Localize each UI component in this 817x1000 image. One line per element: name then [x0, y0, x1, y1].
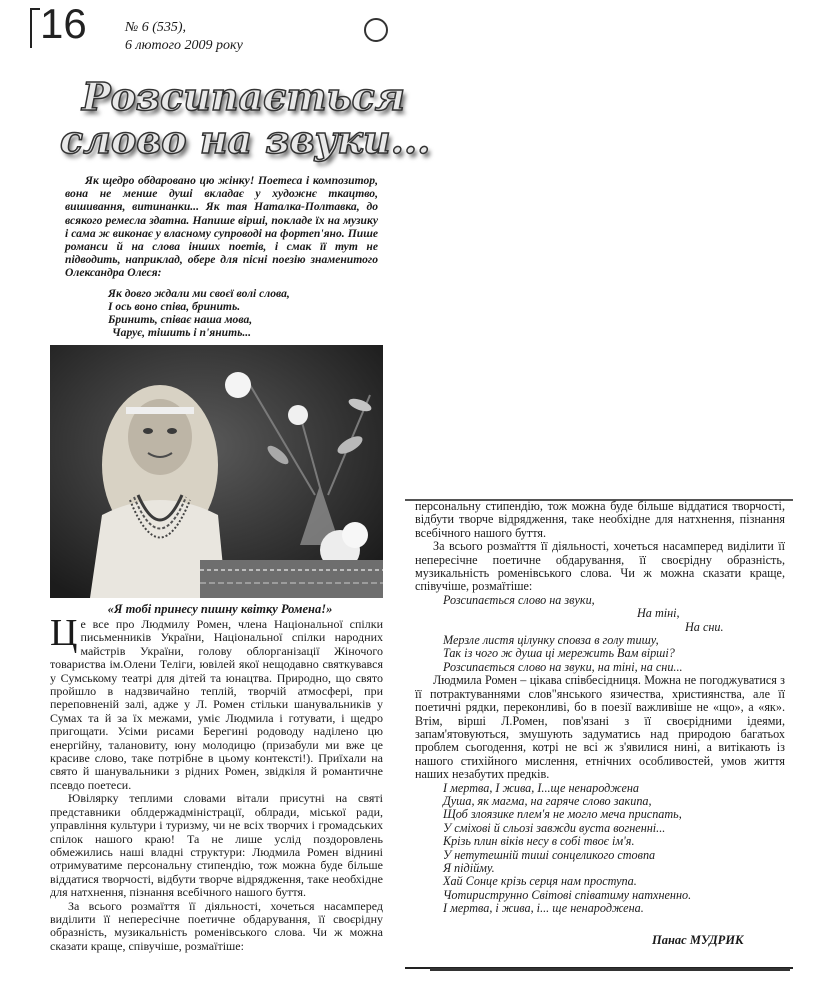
verse-line: Душа, як магма, на гаряче слово закипа,: [443, 793, 652, 808]
article-left-column: [50, 618, 383, 998]
page-number: 16: [40, 0, 87, 47]
intro-poem-line: І ось воно співа, бринить.: [108, 300, 241, 313]
intro-poem-line: Як довго ждали ми своєї волі слова,: [108, 287, 290, 300]
verse-line: У сміхові й сльозі завжди вуста вогненні...: [443, 820, 666, 835]
paragraph-text: е все про Людмилу Ромен, члена Національної спілки письменників України, Національної спілки народних майстрів України, голову облорганізації Жіночого товариства ім.Олени Теліги, ювілей якої нещодавно святкувався у Сумському театрі для дітей та юнацтва. Природно, що свято пройшло в надзвичайно теплій, творчій атмосфері, при переповненій залі, адже у Л. Ромен стільки шанувальників у Сумах та й за їх межами, уміє Людмила і готувати, і щедро пригощати. Усіми рисами Берегині родоводу наділено цю енергійну, талановиту, юну молодицю (призабули ми вже це красиве слово, таке потрібне в цьому контексті!). Приїхали на свято й шанувальники з рідних Ромен, звідкіля й романтичне псевдо поетеси.: [50, 618, 383, 792]
article-paragraph: Людмила Ромен – цікава співбесідниця. Можна не погоджуватися з її потрактуваннями слов"янського язичества, християнства, але її поетичні рядки, переконливі, бо в поезії важливіше не «що», а «як». Втім, вірші Л.Ромен, пов'язані з її своєрідними ідеями, запам'ятовуються, змушують задуматись над природою багатьох проблем сьогодення, котрі не всі ж з'явилися нині, а витікають із нашого стихійного мислення, етнічних особливостей, умов життя наших незабутих предків.: [415, 673, 785, 782]
article-paragraph: персональну стипендію, тож можна буде більше віддатися творчості, відбути творче відрядження, таке необхідне для натхнення, пізнання всебічного нашого буття.: [415, 499, 785, 540]
verse-line: І мертва, і жива, і... ще ненароджена.: [443, 901, 644, 916]
article-paragraph: За всього розмаїття її діяльності, хочеться насамперед виділити її непересічне поетичне обдарування, її своєрідну образність, музикальність роменівського слова. Чи ж можна сказати краще, співучіше, розмаїтіше:: [50, 898, 383, 953]
circle-icon: [364, 18, 388, 42]
verse-line: На сни.: [685, 619, 724, 634]
portrait-photo-image: [50, 345, 383, 598]
headline-line-1: Розсипається: [82, 74, 405, 119]
verse-line: Крізь плин віків несу в собі твоє ім'я.: [443, 834, 635, 849]
verse-line: На тіні,: [637, 606, 680, 621]
intro-poem-line: Чарує, тішить і п'янить...: [112, 326, 252, 339]
verse-line: Розсипається слово на звуки, на тіні, на сни...: [443, 659, 683, 674]
verse-line: Щоб злоязике плем'я не могло меча приспать,: [443, 807, 682, 822]
verse-line: Хай Сонце крізь серця нам проступа.: [443, 874, 637, 889]
author-signature: Панас МУДРИК: [652, 933, 744, 947]
verse-line: Чотириструнно Світові співатиму натхненно.: [443, 887, 692, 902]
article-right-column: [415, 500, 785, 916]
verse-line: Мерзле листя цілунку сповза в голу тишу,: [443, 633, 659, 648]
intro-poem-line: Бринить, співає наша мова,: [108, 313, 253, 326]
article-paragraph: За всього розмаїття її діяльності, хочеться насамперед виділити її непересічне поетичне обдарування, її своєрідну образність, музикальність роменівського слова. Чи ж можна сказати краще, співучіше, розмаїтіше:: [415, 539, 785, 594]
verse-line: Розсипається слово на звуки,: [443, 592, 595, 607]
verse-line: І мертва, І жива, І...ще ненароджена: [443, 780, 640, 795]
issue-number: № 6 (535),: [125, 20, 187, 35]
article-paragraph: [50, 618, 383, 792]
issue-date: 6 лютого 2009 року: [125, 38, 243, 53]
article-paragraph: Ювілярку теплими словами вітали присутні на святі представники облдержадміністрації, облради, міської ради, управління культури і туризму, чи не всіх творчих і громадських спілок нашого краю! Та не лише услід поздоровлень обмежились наші владні структури: Людмила Ромен віднині отримуватиме персональну стипендію, тож можна буде більше віддатися творчості, відбути творче відрядження, таке необхідне для натхнення, пізнання всебічного нашого буття.: [50, 791, 383, 900]
divider: [430, 968, 790, 971]
photo-caption: «Я тобі принесу пишну квітку Ромена!»: [107, 602, 333, 616]
portrait-photo: [50, 345, 383, 598]
page-corner-mark: [30, 8, 40, 48]
headline-line-2: слово на звуки...: [60, 117, 431, 162]
verse-line: Так із чого ж душа ці мережить Вам вірші?: [443, 646, 675, 661]
drop-cap: Ц: [50, 618, 78, 654]
verse-line: У нетутешній тиші сонцеликого стовпа: [443, 847, 656, 862]
verse-line: Я підійму.: [443, 860, 495, 875]
intro-paragraph: Як щедро обдаровано цю жінку! Поетеса і композитор, вона не менше душі вкладає у художнє ткацтво, вишивання, витинанки... Як тая Наталка-Полтавка, до всякого ремесла здатна. Напише вірші, покладе їх на музику і сама ж виконає у власному супроводі на фортеп'яно. Пише романси й на слова інших поетів, і смак її тут не підводить, наприклад, обере для пісні поезію знаменитого Олександра Олеся:: [65, 174, 378, 280]
